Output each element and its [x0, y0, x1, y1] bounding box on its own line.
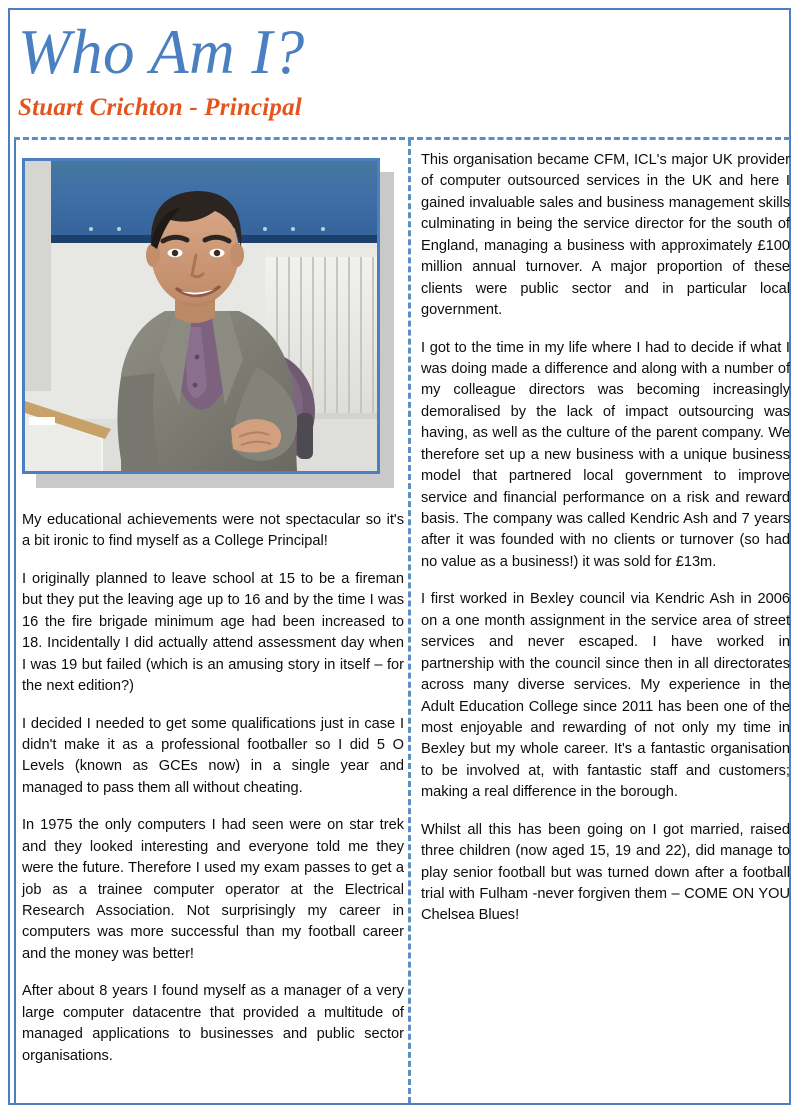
paragraph: My educational achievements were not spectacular so it's a bit ironic to find myself as a College Principal!: [22, 512, 404, 550]
paragraph: I got to the time in my life where I had to decide if what I was doing made a difference and along with a number of my colleague directors was becoming increasingly demoralised by the lack of impact outsourcing was having, as well as the culture of the parent company. We therefore set up a new business with a unique business model that partnered local government to improve service and financial performance on a risk and reward basis. The company was called Kendric Ash and 7 years after it was founded with no clients or turnover (so had no value as a business!) it was sold for £13m.: [421, 339, 790, 570]
portrait-photo: [22, 158, 394, 488]
photo-frame: [22, 158, 380, 474]
column-divider-dashed: [408, 140, 411, 1103]
page-subtitle: Stuart Crichton - Principal: [18, 94, 302, 122]
paragraph: I decided I needed to get some qualifications just in case I didn't make it as a professional footballer so I did 5 O Levels (known as GCEs now) in a single year and managed to pass them all without cheating.: [22, 715, 404, 796]
paragraph: This organisation became CFM, ICL's major UK provider of computer outsourced services in the UK and here I gained invaluable sales and business management skills culminating in being the service director for the south of England, managing a business with approximately £100 million annual turnover. A major proportion of these clients were public sector and in particular local government.: [421, 152, 790, 319]
paragraph: I first worked in Bexley council via Kendric Ash in 2006 on a one month assignment in the service area of street services and never escaped. I have worked in partnership with the council since then in all directorates across many diverse services. My experience in the Adult Education College since 2011 has been one of the most enjoyable and rewarding of not only my time in Bexley but my whole career. It's a fantastic organisation to be involved at, with fantastic staff and customers; making a real difference in the borough.: [421, 591, 790, 801]
header-divider-dashed: [14, 137, 790, 140]
page-border-bottom: [8, 1103, 791, 1105]
paragraph: After about 8 years I found myself as a manager of a very large computer datacentre that provided a multitude of managed applications to businesses and public sector organisations.: [22, 983, 404, 1064]
page-border-left: [8, 8, 10, 1105]
paragraph: Whilst all this has been going on I got married, raised three children (now aged 15, 19 and 22), did manage to play senior football but was turned down after a football trial with Fulham -never forgiven them – COME ON YOU Chelsea Blues!: [421, 821, 790, 924]
paragraph: In 1975 the only computers I had seen were on star trek and they looked interesting and everyone told me they were the future. Therefore I used my exam passes to get a job as a trainee computer operator at the Electrical Research Association. Not surprisingly my career in computers was more successful than my football career and the money was better!: [22, 817, 404, 962]
portrait-illustration: [25, 161, 377, 471]
left-text-column: [22, 150, 404, 1067]
right-text-column: [421, 150, 790, 927]
left-column-rule: [14, 140, 16, 1103]
paragraph: I originally planned to leave school at 15 to be a fireman but they put the leaving age up to 16 and by the time I was 16 the fire brigade minimum age had been increased to 18. Incidentally I did actually attend assessment day when I was 19 but failed (which is an amusing story in itself – for the next edition?): [22, 570, 404, 695]
page-header: [18, 8, 778, 122]
page-title: Who Am I?: [18, 17, 305, 87]
